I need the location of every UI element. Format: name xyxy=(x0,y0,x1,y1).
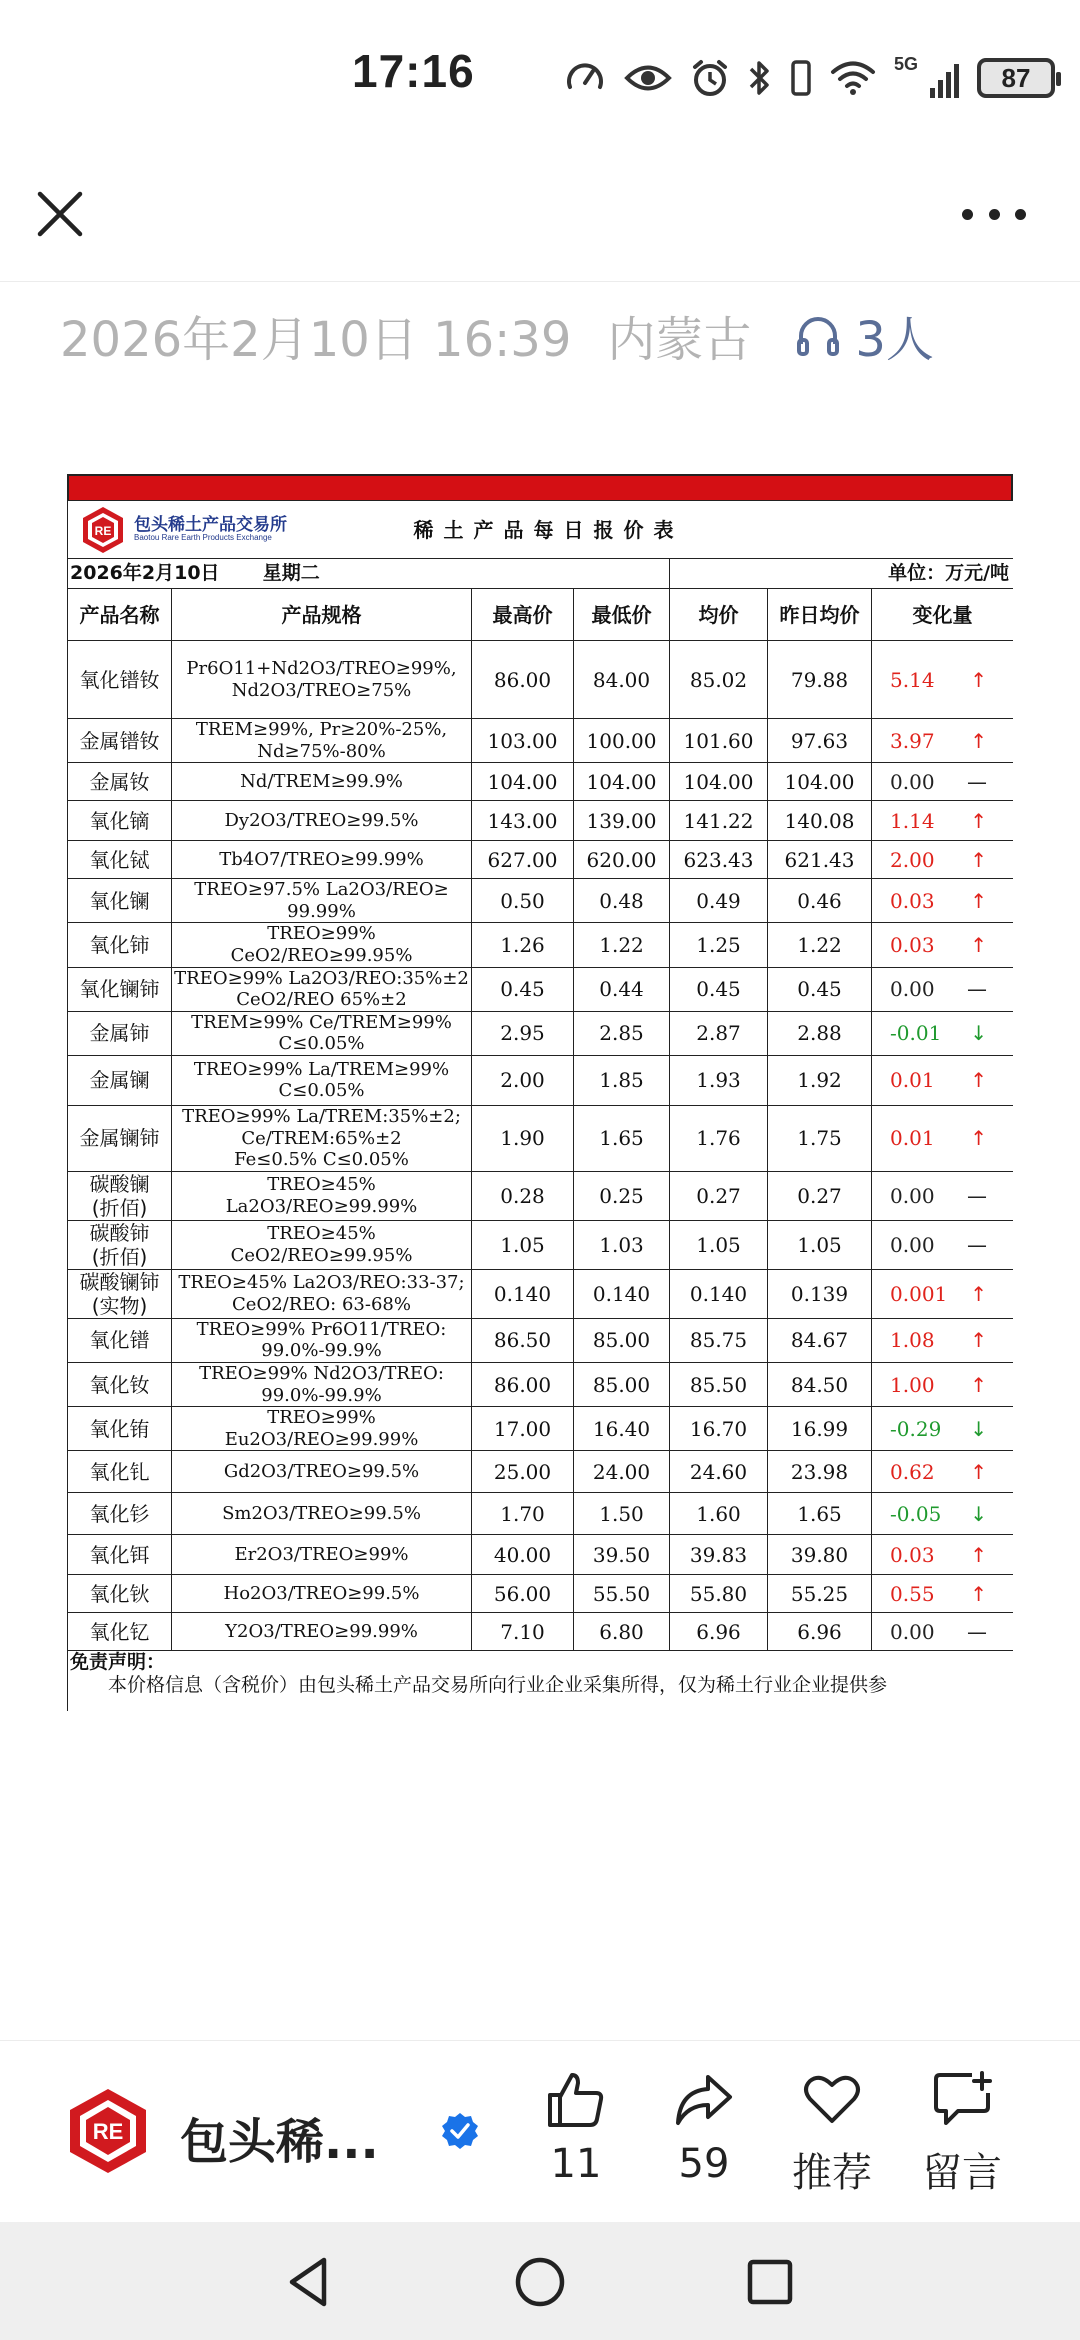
publish-datetime: 2026年2月10日 16:39 xyxy=(60,311,572,368)
table-header-row xyxy=(68,589,1014,641)
like-count: 11 xyxy=(550,2141,602,2187)
avg-price: 101.60 xyxy=(670,719,768,763)
high-price: 1.70 xyxy=(472,1493,574,1535)
home-icon[interactable] xyxy=(510,2252,570,2312)
table-row xyxy=(68,1011,1014,1055)
product-name: 金属镧 xyxy=(68,1055,172,1105)
price-table xyxy=(67,500,1013,1711)
low-price: 6.80 xyxy=(574,1613,670,1651)
product-spec: TREO≥99% CeO2/REO≥99.95% xyxy=(172,923,472,967)
avg-price: 1.05 xyxy=(670,1220,768,1269)
prev-avg-price: 0.46 xyxy=(768,879,872,923)
high-price: 143.00 xyxy=(472,801,574,841)
re-logo-icon xyxy=(78,505,128,555)
prev-avg-price: 1.05 xyxy=(768,1220,872,1269)
price-change xyxy=(872,1011,1013,1055)
price-change xyxy=(872,801,1013,841)
col-header-name: 产品名称 xyxy=(68,589,172,641)
publish-region: 内蒙古 xyxy=(607,311,752,368)
table-row xyxy=(68,1575,1014,1613)
price-change xyxy=(872,923,1013,967)
prev-avg-price: 140.08 xyxy=(768,801,872,841)
eye-icon xyxy=(624,61,672,95)
recommend-label: 推荐 xyxy=(792,2150,872,2196)
prev-avg-price: 0.139 xyxy=(768,1269,872,1318)
product-name: 金属铈 xyxy=(68,1011,172,1055)
avg-price: 85.02 xyxy=(670,641,768,719)
table-title-row xyxy=(68,501,1014,559)
avg-price: 55.80 xyxy=(670,1575,768,1613)
high-price: 0.28 xyxy=(472,1171,574,1220)
price-change xyxy=(872,1451,1013,1493)
recents-icon[interactable] xyxy=(740,2252,800,2312)
more-icon-dot xyxy=(962,209,973,220)
low-price: 1.85 xyxy=(574,1055,670,1105)
bottom-action-bar xyxy=(0,2040,1080,2222)
price-change xyxy=(872,1535,1013,1575)
avg-price: 85.50 xyxy=(670,1362,768,1406)
avg-price: 39.83 xyxy=(670,1535,768,1575)
prev-avg-price: 6.96 xyxy=(768,1613,872,1651)
high-price: 2.95 xyxy=(472,1011,574,1055)
product-name: 氧化镧 xyxy=(68,879,172,923)
high-price: 40.00 xyxy=(472,1535,574,1575)
product-spec: Tb4O7/TREO≥99.99% xyxy=(172,841,472,879)
arrow-up-icon: ↑ xyxy=(970,1068,988,1093)
table-row xyxy=(68,1220,1014,1269)
table-date-row xyxy=(68,559,1014,589)
table-row xyxy=(68,1055,1014,1105)
listen-button[interactable] xyxy=(795,301,934,370)
table-unit: 单位：万元/吨 xyxy=(670,559,1013,589)
vibrate-icon xyxy=(790,58,812,98)
table-row xyxy=(68,1407,1014,1451)
table-row xyxy=(68,801,1014,841)
table-row xyxy=(68,1613,1014,1651)
product-spec: TREO≥97.5% La2O3/REO≥ 99.99% xyxy=(172,879,472,923)
product-name: 金属镧铈 xyxy=(68,1105,172,1171)
low-price: 0.25 xyxy=(574,1171,670,1220)
high-price: 0.45 xyxy=(472,967,574,1011)
product-name: 氧化镨 xyxy=(68,1318,172,1362)
price-change xyxy=(872,841,1013,879)
high-price: 7.10 xyxy=(472,1613,574,1651)
product-spec: Y2O3/TREO≥99.99% xyxy=(172,1613,472,1651)
product-spec: TREO≥45% La2O3/REO:33-37; CeO2/REO: 63-68% xyxy=(172,1269,472,1318)
product-name: 氧化铈 xyxy=(68,923,172,967)
product-name: 氧化铒 xyxy=(68,1535,172,1575)
product-spec: TREO≥99% La2O3/REO:35%±2 CeO2/REO 65%±2 xyxy=(172,967,472,1011)
product-spec: Dy2O3/TREO≥99.5% xyxy=(172,801,472,841)
price-change xyxy=(872,879,1013,923)
product-spec: Pr6O11+Nd2O3/TREO≥99%, Nd2O3/TREO≥75% xyxy=(172,641,472,719)
product-spec: Sm2O3/TREO≥99.5% xyxy=(172,1493,472,1535)
price-change xyxy=(872,1493,1013,1535)
price-change xyxy=(872,1613,1013,1651)
low-price: 139.00 xyxy=(574,801,670,841)
product-spec: TREO≥99% Pr6O11/TREO: 99.0%-99.9% xyxy=(172,1318,472,1362)
avg-price: 1.25 xyxy=(670,923,768,967)
price-change xyxy=(872,1362,1013,1406)
change-value: -0.29 xyxy=(890,1416,942,1441)
avg-price: 24.60 xyxy=(670,1451,768,1493)
low-price: 1.65 xyxy=(574,1105,670,1171)
recommend-button[interactable] xyxy=(772,2069,892,2209)
change-value: 2.00 xyxy=(890,847,935,872)
close-icon xyxy=(28,182,92,246)
high-price: 86.50 xyxy=(472,1318,574,1362)
product-spec: Ho2O3/TREO≥99.5% xyxy=(172,1575,472,1613)
change-value: 0.01 xyxy=(890,1068,935,1093)
prev-avg-price: 84.67 xyxy=(768,1318,872,1362)
change-value: 1.14 xyxy=(890,808,935,833)
price-change xyxy=(872,719,1013,763)
arrow-up-icon: ↑ xyxy=(970,932,988,957)
low-price: 85.00 xyxy=(574,1362,670,1406)
change-value: 0.03 xyxy=(890,1542,935,1567)
low-price: 55.50 xyxy=(574,1575,670,1613)
share-count: 59 xyxy=(678,2141,730,2187)
low-price: 0.44 xyxy=(574,967,670,1011)
table-row xyxy=(68,879,1014,923)
dash-icon: — xyxy=(967,1232,988,1257)
avg-price: 0.27 xyxy=(670,1171,768,1220)
avg-price: 16.70 xyxy=(670,1407,768,1451)
change-value: 3.97 xyxy=(890,728,935,753)
avg-price: 6.96 xyxy=(670,1613,768,1651)
product-name: 氧化钆 xyxy=(68,1451,172,1493)
avg-price: 141.22 xyxy=(670,801,768,841)
avg-price: 2.87 xyxy=(670,1011,768,1055)
arrow-up-icon: ↑ xyxy=(970,1281,988,1306)
low-price: 39.50 xyxy=(574,1535,670,1575)
arrow-up-icon: ↑ xyxy=(970,1459,988,1484)
wifi-icon xyxy=(830,60,876,96)
prev-avg-price: 2.88 xyxy=(768,1011,872,1055)
arrow-up-icon: ↑ xyxy=(970,667,988,692)
low-price: 16.40 xyxy=(574,1407,670,1451)
product-spec: TREO≥45% CeO2/REO≥99.95% xyxy=(172,1220,472,1269)
table-row xyxy=(68,1105,1014,1171)
dash-icon: — xyxy=(967,1619,988,1644)
account-avatar[interactable] xyxy=(64,2087,152,2175)
avg-price: 1.93 xyxy=(670,1055,768,1105)
high-price: 1.26 xyxy=(472,923,574,967)
high-price: 627.00 xyxy=(472,841,574,879)
network-label: 5G xyxy=(894,54,919,74)
product-name: 氧化钬 xyxy=(68,1575,172,1613)
product-spec: TREO≥99% La/TREM≥99% C≤0.05% xyxy=(172,1055,472,1105)
product-spec: TREO≥45% La2O3/REO≥99.99% xyxy=(172,1171,472,1220)
status-bar xyxy=(0,0,1080,150)
col-header-change: 变化量 xyxy=(872,589,1013,641)
arrow-up-icon: ↑ xyxy=(970,847,988,872)
change-value: 0.00 xyxy=(890,1183,935,1208)
low-price: 0.48 xyxy=(574,879,670,923)
product-name: 氧化镨钕 xyxy=(68,641,172,719)
speedometer-icon xyxy=(564,57,606,99)
prev-avg-price: 55.25 xyxy=(768,1575,872,1613)
account-name[interactable]: 包头稀... xyxy=(180,2114,379,2170)
prev-avg-price: 0.27 xyxy=(768,1171,872,1220)
high-price: 0.50 xyxy=(472,879,574,923)
change-value: 0.62 xyxy=(890,1459,935,1484)
price-change xyxy=(872,763,1013,801)
product-spec: TREO≥99% La/TREM:35%±2; Ce/TREM:65%±2 Fe≤0.5% C≤0.05% xyxy=(172,1105,472,1171)
status-icons xyxy=(564,54,1055,102)
back-icon[interactable] xyxy=(280,2252,340,2312)
change-value: 1.00 xyxy=(890,1372,935,1397)
arrow-up-icon: ↑ xyxy=(970,1328,988,1353)
col-header-prev: 昨日均价 xyxy=(768,589,872,641)
arrow-up-icon: ↑ xyxy=(970,728,988,753)
col-header-low: 最低价 xyxy=(574,589,670,641)
table-row xyxy=(68,1362,1014,1406)
alarm-icon xyxy=(690,58,730,98)
high-price: 104.00 xyxy=(472,763,574,801)
prev-avg-price: 1.92 xyxy=(768,1055,872,1105)
change-value: 1.08 xyxy=(890,1328,935,1353)
avg-price: 0.140 xyxy=(670,1269,768,1318)
high-price: 86.00 xyxy=(472,641,574,719)
headphones-icon xyxy=(795,312,841,358)
product-spec: Er2O3/TREO≥99% xyxy=(172,1535,472,1575)
product-name: 碳酸镧 (折佰) xyxy=(68,1171,172,1220)
price-change xyxy=(872,967,1013,1011)
prev-avg-price: 1.22 xyxy=(768,923,872,967)
battery-icon: 87 xyxy=(977,58,1055,98)
prev-avg-price: 1.65 xyxy=(768,1493,872,1535)
prev-avg-price: 97.63 xyxy=(768,719,872,763)
high-price: 56.00 xyxy=(472,1575,574,1613)
product-name: 氧化镧铈 xyxy=(68,967,172,1011)
comment-label: 留言 xyxy=(922,2150,1002,2196)
product-name: 碳酸镧铈 (实物) xyxy=(68,1269,172,1318)
high-price: 1.05 xyxy=(472,1220,574,1269)
article-meta xyxy=(60,300,934,370)
product-name: 金属镨钕 xyxy=(68,719,172,763)
share-button[interactable] xyxy=(644,2069,764,2209)
low-price: 2.85 xyxy=(574,1011,670,1055)
high-price: 0.140 xyxy=(472,1269,574,1318)
product-name: 金属钕 xyxy=(68,763,172,801)
product-spec: Nd/TREM≥99.9% xyxy=(172,763,472,801)
table-row xyxy=(68,1451,1014,1493)
product-name: 氧化镝 xyxy=(68,801,172,841)
change-value: -0.05 xyxy=(890,1501,942,1526)
change-value: 0.00 xyxy=(890,1619,935,1644)
table-row xyxy=(68,1269,1014,1318)
product-name: 氧化铽 xyxy=(68,841,172,879)
low-price: 100.00 xyxy=(574,719,670,763)
change-value: 0.00 xyxy=(890,769,935,794)
product-name: 氧化钐 xyxy=(68,1493,172,1535)
col-header-high: 最高价 xyxy=(472,589,574,641)
close-button[interactable] xyxy=(28,182,92,246)
col-header-spec: 产品规格 xyxy=(172,589,472,641)
prev-avg-price: 0.45 xyxy=(768,967,872,1011)
prev-avg-price: 16.99 xyxy=(768,1407,872,1451)
avg-price: 623.43 xyxy=(670,841,768,879)
arrow-down-icon: ↓ xyxy=(970,1416,988,1441)
low-price: 24.00 xyxy=(574,1451,670,1493)
avg-price: 104.00 xyxy=(670,763,768,801)
table-date: 2026年2月10日 xyxy=(70,562,220,585)
prev-avg-price: 104.00 xyxy=(768,763,872,801)
comment-button[interactable] xyxy=(902,2069,1022,2209)
logo-name-cn: 包头稀土产品交易所 xyxy=(134,514,287,535)
svg-text:RE: RE xyxy=(92,2119,124,2144)
change-value: 0.01 xyxy=(890,1126,935,1151)
product-name: 氧化铕 xyxy=(68,1407,172,1451)
table-red-band xyxy=(67,474,1013,500)
comment-icon xyxy=(932,2069,992,2129)
col-header-avg: 均价 xyxy=(670,589,768,641)
nav-header xyxy=(0,150,1080,282)
prev-avg-price: 84.50 xyxy=(768,1362,872,1406)
prev-avg-price: 79.88 xyxy=(768,641,872,719)
high-price: 86.00 xyxy=(472,1362,574,1406)
product-spec: TREO≥99% Nd2O3/TREO: 99.0%-99.9% xyxy=(172,1362,472,1406)
product-spec: TREM≥99%, Pr≥20%-25%, Nd≥75%-80% xyxy=(172,719,472,763)
table-row xyxy=(68,1318,1014,1362)
product-spec: TREO≥99% Eu2O3/REO≥99.99% xyxy=(172,1407,472,1451)
change-value: 0.03 xyxy=(890,888,935,913)
table-row xyxy=(68,763,1014,801)
bluetooth-icon xyxy=(748,58,772,98)
price-change xyxy=(872,1220,1013,1269)
price-change xyxy=(872,1171,1013,1220)
table-row xyxy=(68,719,1014,763)
disclaimer-row xyxy=(68,1651,1014,1711)
change-value: 0.55 xyxy=(890,1581,935,1606)
signal-icon xyxy=(894,54,959,98)
logo-name-en: Baotou Rare Earth Products Exchange xyxy=(134,532,272,542)
price-change xyxy=(872,1269,1013,1318)
high-price: 2.00 xyxy=(472,1055,574,1105)
table-row xyxy=(68,841,1014,879)
table-row xyxy=(68,923,1014,967)
prev-avg-price: 1.75 xyxy=(768,1105,872,1171)
more-icon-dot xyxy=(1015,209,1026,220)
high-price: 1.90 xyxy=(472,1105,574,1171)
arrow-up-icon: ↑ xyxy=(970,1581,988,1606)
low-price: 1.22 xyxy=(574,923,670,967)
price-change xyxy=(872,1407,1013,1451)
table-body xyxy=(68,641,1014,1651)
status-time: 17:16 xyxy=(352,45,475,97)
prev-avg-price: 39.80 xyxy=(768,1535,872,1575)
arrow-up-icon: ↑ xyxy=(970,808,988,833)
arrow-up-icon: ↑ xyxy=(970,1372,988,1397)
high-price: 103.00 xyxy=(472,719,574,763)
table-row xyxy=(68,1535,1014,1575)
table-weekday: 星期二 xyxy=(262,562,320,585)
prev-avg-price: 23.98 xyxy=(768,1451,872,1493)
change-value: 0.001 xyxy=(890,1281,948,1306)
product-name: 碳酸铈 (折佰) xyxy=(68,1220,172,1269)
table-row xyxy=(68,1171,1014,1220)
arrow-up-icon: ↑ xyxy=(970,1542,988,1567)
arrow-down-icon: ↓ xyxy=(970,1501,988,1526)
avg-price: 0.49 xyxy=(670,879,768,923)
avg-price: 1.76 xyxy=(670,1105,768,1171)
listener-count: 3人 xyxy=(855,311,934,368)
like-button[interactable] xyxy=(516,2069,636,2209)
svg-text:RE: RE xyxy=(94,523,112,538)
table-row xyxy=(68,1493,1014,1535)
table-row xyxy=(68,967,1014,1011)
dash-icon: — xyxy=(967,1183,988,1208)
avg-price: 0.45 xyxy=(670,967,768,1011)
change-value: 0.00 xyxy=(890,1232,935,1257)
change-value: 0.00 xyxy=(890,977,935,1002)
price-change xyxy=(872,1105,1013,1171)
arrow-up-icon: ↑ xyxy=(970,888,988,913)
prev-avg-price: 621.43 xyxy=(768,841,872,879)
more-icon-dot xyxy=(989,209,1000,220)
product-spec: TREM≥99% Ce/TREM≥99% C≤0.05% xyxy=(172,1011,472,1055)
low-price: 1.03 xyxy=(574,1220,670,1269)
low-price: 1.50 xyxy=(574,1493,670,1535)
low-price: 84.00 xyxy=(574,641,670,719)
avg-price: 1.60 xyxy=(670,1493,768,1535)
change-value: 5.14 xyxy=(890,667,935,692)
product-name: 氧化钇 xyxy=(68,1613,172,1651)
arrow-up-icon: ↑ xyxy=(970,1126,988,1151)
high-price: 17.00 xyxy=(472,1407,574,1451)
price-change xyxy=(872,1575,1013,1613)
product-name: 氧化钕 xyxy=(68,1362,172,1406)
change-value: 0.03 xyxy=(890,932,935,957)
disclaimer-title: 免责声明： xyxy=(70,1651,166,1674)
table-title: 稀土产品每日报价表 xyxy=(413,517,684,542)
avg-price: 85.75 xyxy=(670,1318,768,1362)
product-spec: Gd2O3/TREO≥99.5% xyxy=(172,1451,472,1493)
verified-badge-icon xyxy=(440,2111,480,2151)
system-nav-bar xyxy=(0,2222,1080,2340)
arrow-down-icon: ↓ xyxy=(970,1021,988,1046)
dash-icon: — xyxy=(967,977,988,1002)
price-change xyxy=(872,641,1013,719)
dash-icon: — xyxy=(967,769,988,794)
price-table-image[interactable] xyxy=(67,474,1013,1711)
share-icon xyxy=(674,2069,734,2129)
low-price: 85.00 xyxy=(574,1318,670,1362)
table-row xyxy=(68,641,1014,719)
low-price: 104.00 xyxy=(574,763,670,801)
heart-icon xyxy=(802,2069,862,2129)
high-price: 25.00 xyxy=(472,1451,574,1493)
low-price: 620.00 xyxy=(574,841,670,879)
change-value: -0.01 xyxy=(890,1021,942,1046)
price-change xyxy=(872,1318,1013,1362)
disclaimer-body: 本价格信息（含税价）由包头稀土产品交易所向行业企业采集所得，仅为稀土行业企业提供参 xyxy=(108,1674,888,1697)
low-price: 0.140 xyxy=(574,1269,670,1318)
more-button[interactable] xyxy=(962,190,1026,238)
thumbs-up-icon xyxy=(546,2069,606,2129)
price-change xyxy=(872,1055,1013,1105)
